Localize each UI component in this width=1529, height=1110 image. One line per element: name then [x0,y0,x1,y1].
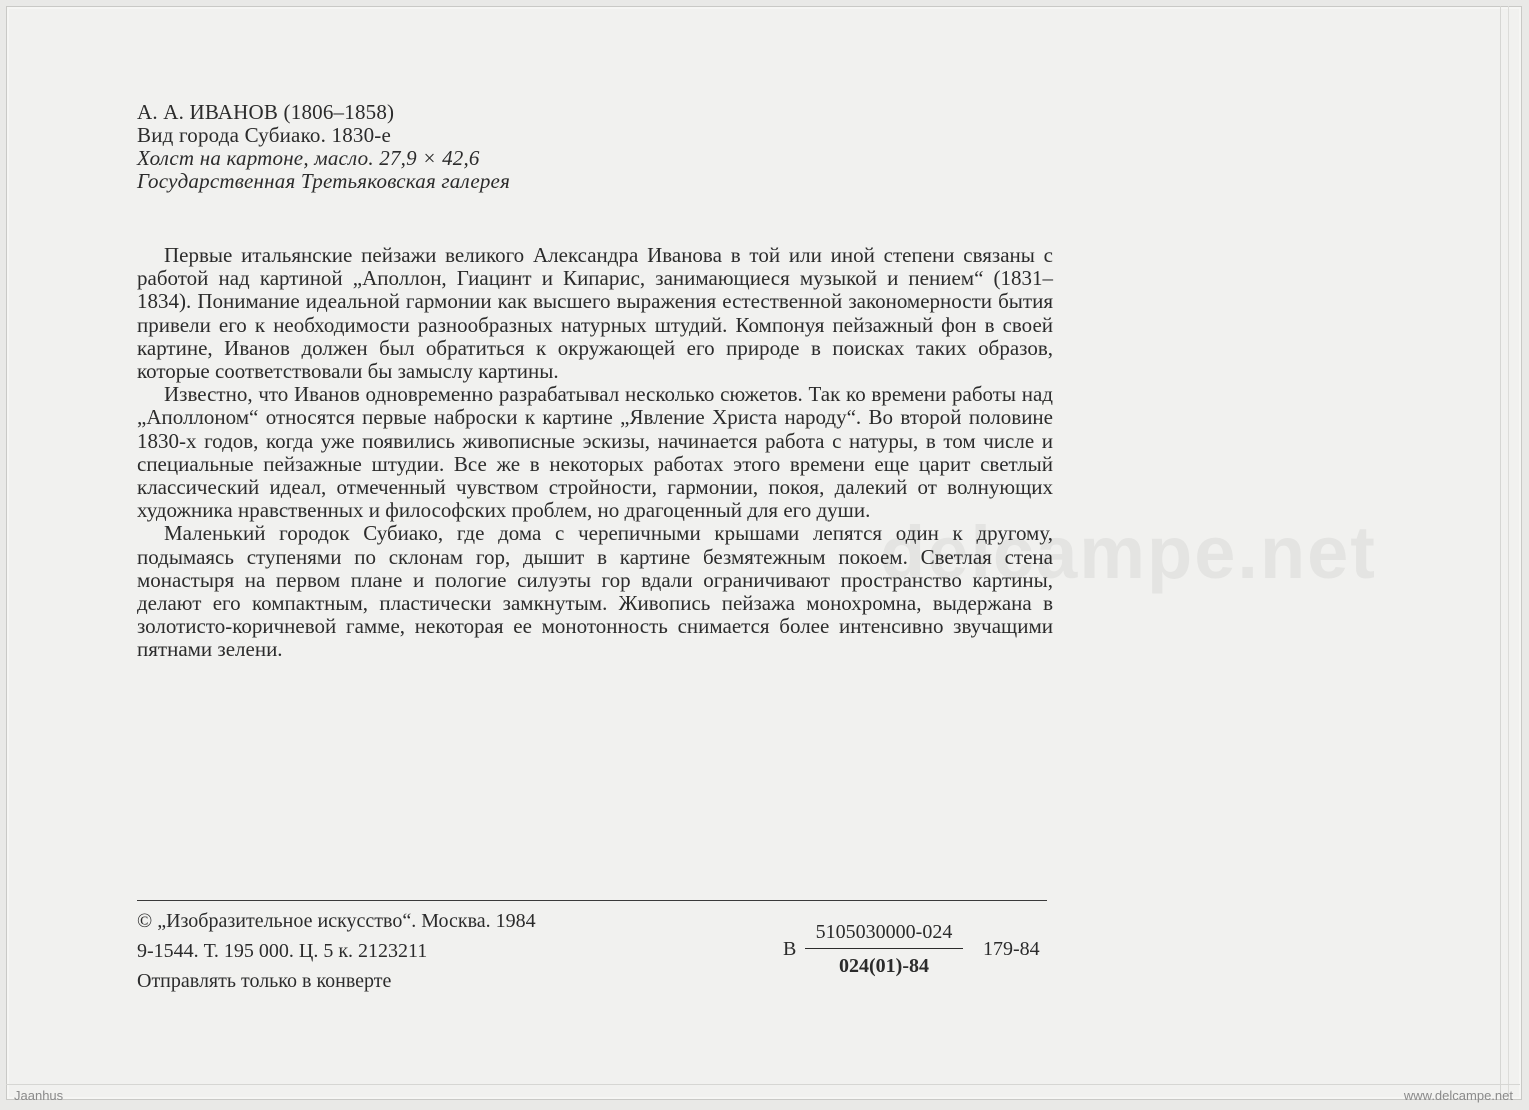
description-paragraph-2: Известно, что Иванов одновременно разрабатывал несколько сюжетов. Так ко времени работы над „Аполлоном“ относятся первые наброски к картине „Явление Христа народу“. Во второй половине 1830-х годов, когда уже появились живописные эскизы, начинается работа с натуры, в том числе и специальные пейзажные штудии. Все же в некоторых работах этого времени еще царит светлый классический идеал, отмеченный чувством стройности, гармонии, покоя, далекий от волнующих художника нравственных и философских проблем, но драгоценный для его души. [137,382,1053,523]
description-paragraph-1: Первые итальянские пейзажи великого Александра Иванова в той или иной степени связаны с работой над картиной „Аполлон, Гиацинт и Кипарис, занимающиеся музыкой и пением“ (1831–1834). Понимание идеальной гармонии как высшего выражения естественной закономерности бытия привели его к необходимости разнообразных натурных штудий. Компонуя пейзажный фон в своей картине, Иванов должен был обратиться к окружающей его природе в поисках таких образов, которые соответствовали бы замыслу картины. [137,243,1053,384]
seller-name: Jaanhus [14,1088,64,1103]
description-text [137,244,1053,662]
mailing-note: Отправлять только в конверте [137,970,392,992]
artwork-title: Вид города Субиако. 1830-е [137,123,392,147]
artist-line [137,101,510,124]
artist-years: (1806–1858) [283,100,395,124]
divider-line [137,900,1047,901]
publisher-line: © „Изобразительное искусство“. Москва. 1984 [137,910,536,932]
artwork-caption [137,101,510,193]
description-paragraph-3: Маленький городок Субиако, где дома с черепичными крышами лепятся один к другому, подымаясь ступенями по склонам гор, дышит в картине безмятежным покоем. Светлая стена монастыря на первом плане и пологие силуэты гор вдали ограничивают пространство картины, делают его компактным, пластически замкнутым. Живопись пейзажа монохромна, выдержана в золотисто-коричневой гамме, некоторая ее монотонность снимается более интенсивно звучащими пятнами зелени. [137,521,1053,662]
catalog-code-letter: В [783,938,797,960]
artwork-collection: Государственная Третьяковская галерея [137,169,511,193]
catalog-code [783,921,1053,985]
catalog-code-numerator: 5105030000-024 [815,921,953,943]
print-info-line: 9-1544. Т. 195 000. Ц. 5 к. 2123211 [137,940,428,962]
card-edge-bottom [6,1084,1520,1085]
artist-name: А. А. ИВАНОВ [137,100,279,124]
watermark-text: delcampe.net [880,511,1377,594]
site-url: www.delcampe.net [1403,1088,1513,1103]
card-edge-right [1500,6,1501,1098]
catalog-code-fraction-bar [805,948,963,949]
artwork-medium: Холст на картоне, масло. 27,9 × 42,6 [137,146,480,170]
catalog-code-suffix: 179-84 [983,938,1040,960]
card-edge-right-outer [1508,6,1509,1098]
catalog-code-denominator: 024(01)-84 [839,955,929,977]
publisher-imprint [137,906,536,996]
